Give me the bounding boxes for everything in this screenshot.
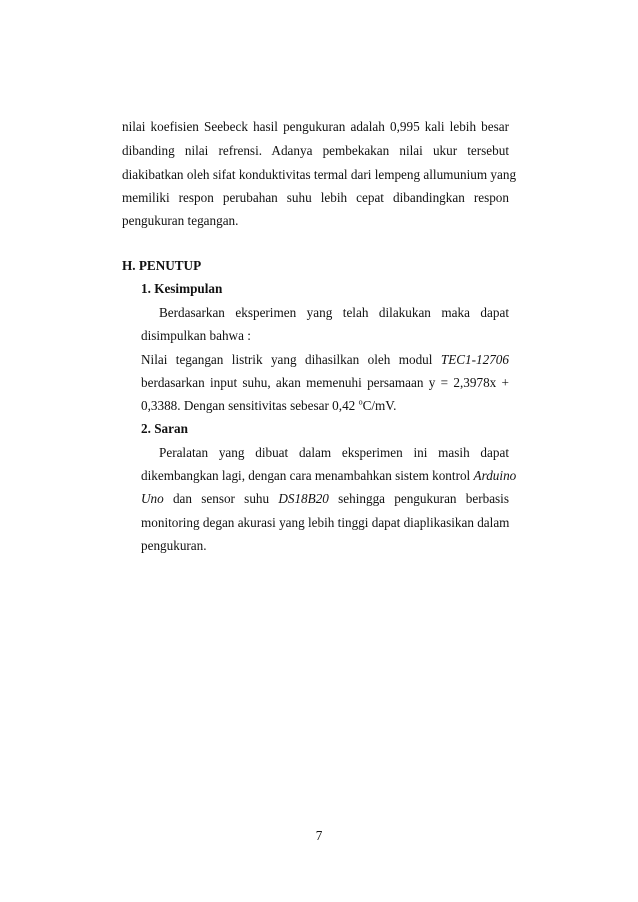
kesimpulan-para2-line1 xyxy=(141,352,509,368)
saran-line-4: monitoring degan akurasi yang lebih tinggi dapat diaplikasikan dalam xyxy=(141,515,510,530)
saran-line-3-mid: dan sensor suhu xyxy=(163,491,279,506)
kesimpulan-para2-line3 xyxy=(141,398,396,414)
saran-heading: 2. Saran xyxy=(141,421,188,436)
saran-line-5: pengukuran. xyxy=(141,538,207,553)
kesimpulan-para2-line3-text: 0,3388. Dengan sensitivitas sebesar 0,42 xyxy=(141,398,359,413)
intro-line-2: dibanding nilai refrensi. Adanya pembekakan nilai ukur tersebut xyxy=(122,143,509,158)
kesimpulan-heading: 1. Kesimpulan xyxy=(141,281,223,296)
saran-line-2-text: dikembangkan lagi, dengan cara menambahkan sistem kontrol xyxy=(141,468,474,483)
intro-line-4: memiliki respon perubahan suhu lebih cepat dibandingkan respon xyxy=(122,190,509,205)
saran-line-3 xyxy=(141,491,509,507)
sensor-term: DS18B20 xyxy=(278,491,329,506)
kesimpulan-para1-line2: disimpulkan bahwa : xyxy=(141,328,251,343)
saran-line-2 xyxy=(141,468,517,484)
saran-line-3-post: sehingga pengukuran berbasis xyxy=(328,491,509,506)
intro-line-1: nilai koefisien Seebeck hasil pengukuran adalah 0,995 kali lebih besar xyxy=(122,119,509,134)
intro-line-5: pengukuran tegangan. xyxy=(122,213,239,228)
kesimpulan-para2-line1-text: Nilai tegangan listrik yang dihasilkan oleh modul xyxy=(141,352,441,367)
section-heading: H. PENUTUP xyxy=(122,258,202,273)
degree-symbol: o xyxy=(358,397,363,407)
intro-line-3: diakibatkan oleh sifat konduktivitas termal dari lempeng allumunium yang xyxy=(122,167,517,182)
kesimpulan-para1-line1: Berdasarkan eksperimen yang telah dilakukan maka dapat xyxy=(159,305,509,320)
page-number: 7 xyxy=(315,828,323,843)
module-name: TEC1-12706 xyxy=(440,352,509,367)
uno-term: Uno xyxy=(141,491,164,506)
saran-line-1: Peralatan yang dibuat dalam eksperimen ini masih dapat xyxy=(159,445,509,460)
kesimpulan-para2-line2: berdasarkan input suhu, akan memenuhi persamaan y = 2,3978x + xyxy=(141,375,509,390)
arduino-term: Arduino xyxy=(473,468,517,483)
kesimpulan-para2-line3-unit: C/mV. xyxy=(362,398,397,413)
